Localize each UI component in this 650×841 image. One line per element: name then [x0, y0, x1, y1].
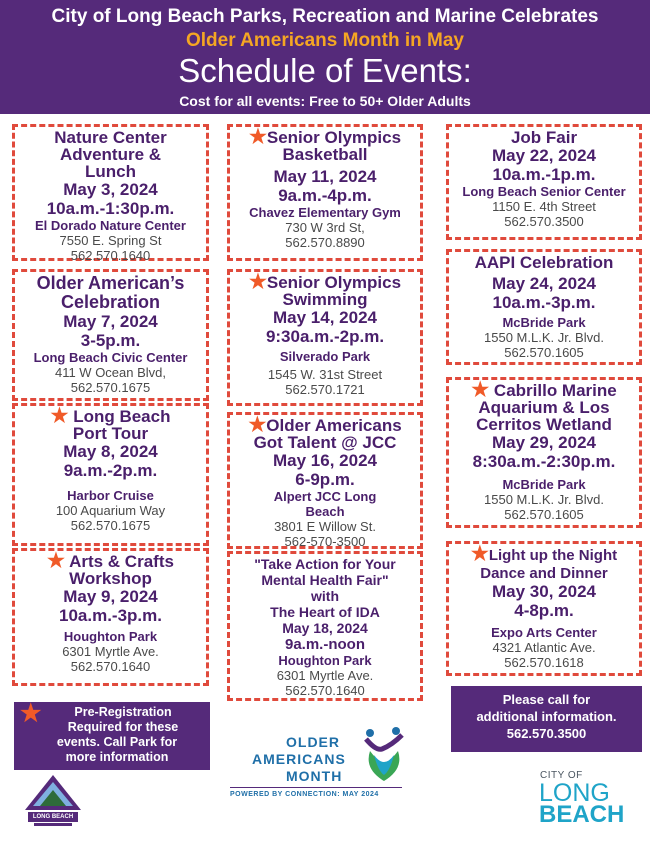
- event-title: Job Fair: [510, 128, 578, 147]
- event-venue: McBride Park: [502, 315, 586, 330]
- star-icon: ★: [47, 550, 65, 572]
- event-address: 4321 Atlantic Ave.: [492, 640, 596, 655]
- event-title: Nature Center: [54, 128, 167, 147]
- star-icon: ★: [248, 271, 267, 293]
- event-venue: Houghton Park: [63, 629, 158, 644]
- event-older-americans-celebration: [12, 269, 209, 401]
- event-title-row: [449, 379, 639, 401]
- event-date: May 9, 2024: [63, 587, 158, 606]
- event-time: 9a.m.-noon: [284, 636, 365, 653]
- event-venue: Chavez Elementary Gym: [249, 205, 401, 220]
- event-time: 9a.m.-4p.m.: [278, 186, 372, 205]
- event-title: Arts & Crafts: [69, 552, 174, 571]
- event-date: May 11, 2024: [273, 167, 377, 186]
- event-venue: Beach: [305, 504, 345, 519]
- star-icon: ★: [470, 543, 489, 565]
- beach-text: BEACH: [539, 801, 625, 828]
- event-address: 6301 Myrtle Ave.: [62, 644, 159, 659]
- event-address: 411 W Ocean Blvd,: [54, 365, 167, 380]
- event-time: 10a.m.-3p.m.: [59, 606, 162, 625]
- event-address: 100 Aquarium Way: [55, 503, 166, 518]
- event-title: Lunch: [85, 162, 136, 181]
- event-port-tour: [12, 403, 209, 546]
- event-nature-center: [12, 124, 209, 261]
- event-venue: Long Beach Senior Center: [462, 184, 626, 199]
- event-title-row: [230, 271, 420, 293]
- heart-people-icon: [362, 725, 406, 785]
- event-title: "Take Action for Your: [254, 556, 396, 572]
- event-time: 6-9p.m.: [295, 470, 355, 489]
- note-line: 562.570.3500: [506, 726, 587, 741]
- event-phone: 562.570.1640: [70, 248, 151, 263]
- event-phone: 562.570.1618: [504, 655, 584, 670]
- event-title: Adventure &: [59, 145, 162, 164]
- event-title: Aquarium & Los: [478, 398, 610, 417]
- event-swimming: [227, 269, 423, 406]
- older-americans-month-logo: [228, 725, 408, 805]
- event-date: May 24, 2024: [492, 274, 596, 293]
- event-title: Light up the Night: [488, 547, 618, 564]
- event-title: The Heart of IDA: [270, 604, 380, 620]
- event-title: Celebration: [60, 292, 161, 312]
- event-title: Long Beach: [73, 407, 171, 426]
- event-phone: 562.570.1640: [285, 683, 365, 698]
- event-title-row: [15, 405, 206, 427]
- event-job-fair: [446, 124, 642, 240]
- event-venue: Harbor Cruise: [67, 488, 154, 503]
- event-phone: 562.570.1675: [70, 518, 151, 533]
- event-title: Older Americans: [266, 416, 402, 435]
- event-time: 9:30a.m.-2p.m.: [265, 327, 385, 346]
- event-time: 4-8p.m.: [514, 601, 574, 620]
- event-title: Swimming: [282, 290, 368, 309]
- event-phone: 562.570.1675: [70, 380, 151, 395]
- event-title: Senior Olympics: [266, 128, 402, 147]
- event-title: Senior Olympics: [266, 273, 402, 292]
- event-date: May 18, 2024: [282, 620, 368, 636]
- header-line2: Older Americans Month in May: [185, 30, 464, 51]
- event-time: 10a.m.-1:30p.m.: [46, 199, 175, 218]
- event-address: 7550 E. Spring St: [59, 233, 162, 248]
- event-phone: 562-570-3500: [284, 534, 366, 549]
- star-icon: ★: [471, 379, 490, 401]
- event-title: AAPI Celebration: [474, 253, 614, 272]
- oam-tagline: POWERED BY CONNECTION: MAY 2024: [230, 791, 379, 798]
- header-banner: [0, 0, 650, 114]
- star-icon: ★: [20, 700, 42, 727]
- event-address: 1545 W. 31st Street: [267, 367, 383, 382]
- event-title: Basketball: [282, 145, 368, 164]
- event-address: 1550 M.L.K. Jr. Blvd.: [484, 330, 604, 345]
- event-basketball: [227, 124, 423, 261]
- call-info-note: [451, 686, 642, 752]
- event-venue: Houghton Park: [278, 653, 372, 668]
- event-title: Got Talent @ JCC: [253, 433, 397, 452]
- note-line: Required for these: [67, 720, 179, 734]
- note-line: Pre-Registration: [74, 705, 172, 719]
- event-title: Older American’s: [36, 273, 185, 293]
- event-date: May 29, 2024: [492, 433, 596, 452]
- event-title: Workshop: [69, 569, 152, 588]
- event-title-row: [15, 550, 206, 572]
- event-phone: 562.570.8890: [285, 235, 365, 250]
- event-title: Cerritos Wetland: [476, 415, 612, 434]
- event-date: May 16, 2024: [273, 451, 377, 470]
- event-phone: 562.570.1605: [504, 345, 584, 360]
- header-line1: City of Long Beach Parks, Recreation and Marine Celebrates: [51, 6, 599, 27]
- event-title: with: [311, 588, 339, 604]
- event-phone: 562.570.1605: [504, 507, 584, 522]
- event-date: May 14, 2024: [273, 308, 377, 327]
- city-of-long-beach-logo: [538, 770, 638, 830]
- event-date: May 3, 2024: [63, 180, 158, 199]
- star-icon: ★: [248, 126, 267, 148]
- event-phone: 562.570.1640: [70, 659, 151, 674]
- event-got-talent: [227, 412, 423, 549]
- event-title: Cabrillo Marine: [493, 381, 617, 400]
- header-cost: Cost for all events: Free to 50+ Older Adults: [179, 93, 471, 109]
- long-text: LONG: [539, 779, 610, 807]
- event-venue: Alpert JCC Long: [273, 489, 377, 504]
- event-mental-health-fair: [227, 551, 423, 701]
- event-time: 10a.m.-3p.m.: [492, 293, 596, 312]
- event-venue: Expo Arts Center: [491, 625, 597, 640]
- event-address: 730 W 3rd St,: [285, 220, 365, 235]
- event-time: 10a.m.-1p.m.: [492, 165, 596, 184]
- long-beach-parks-logo: [22, 772, 84, 828]
- note-line: Please call for: [502, 692, 591, 707]
- event-title: Mental Health Fair": [261, 572, 389, 588]
- header-title: Schedule of Events:: [178, 52, 472, 89]
- event-phone: 562.570.1721: [285, 382, 365, 397]
- event-date: May 7, 2024: [63, 312, 158, 331]
- star-icon: ★: [248, 414, 267, 436]
- event-date: May 22, 2024: [492, 146, 596, 165]
- event-time: 9a.m.-2p.m.: [63, 461, 158, 480]
- star-icon: ★: [50, 405, 69, 427]
- event-address: 1550 M.L.K. Jr. Blvd.: [484, 492, 604, 507]
- event-title: Dance and Dinner: [480, 565, 608, 582]
- oam-text: MONTH: [286, 768, 343, 784]
- event-cabrillo: [446, 377, 642, 528]
- event-address: 3801 E Willow St.: [274, 519, 376, 534]
- event-title-row: [230, 414, 420, 436]
- event-date: May 30, 2024: [492, 582, 596, 601]
- event-time: 3-5p.m.: [80, 331, 141, 350]
- event-phone: 562.570.3500: [504, 214, 584, 229]
- event-time: 8:30a.m.-2:30p.m.: [472, 452, 616, 471]
- event-venue: McBride Park: [502, 477, 586, 492]
- event-arts-crafts: [12, 548, 209, 686]
- note-line: more information: [65, 750, 169, 764]
- event-aapi: [446, 249, 642, 365]
- oam-text: OLDER: [286, 734, 340, 750]
- event-title: Port Tour: [72, 424, 149, 443]
- event-light-up-night: [446, 541, 642, 676]
- event-title-row: [230, 126, 420, 148]
- city-of-text: CITY OF: [540, 770, 583, 781]
- logo-text: LONG BEACH: [32, 814, 74, 820]
- oam-rule: [230, 787, 402, 788]
- note-line: events. Call Park for: [56, 735, 178, 749]
- event-date: May 8, 2024: [63, 442, 158, 461]
- event-title-row: [449, 543, 639, 565]
- event-venue: Silverado Park: [279, 349, 371, 364]
- event-address: 6301 Myrtle Ave.: [276, 668, 374, 683]
- pre-registration-note: [14, 702, 210, 770]
- event-address: 1150 E. 4th Street: [492, 199, 596, 214]
- event-venue: El Dorado Nature Center: [35, 218, 186, 233]
- oam-text: AMERICANS: [252, 751, 346, 767]
- event-venue: Long Beach Civic Center: [33, 350, 188, 365]
- note-line: additional information.: [476, 709, 617, 724]
